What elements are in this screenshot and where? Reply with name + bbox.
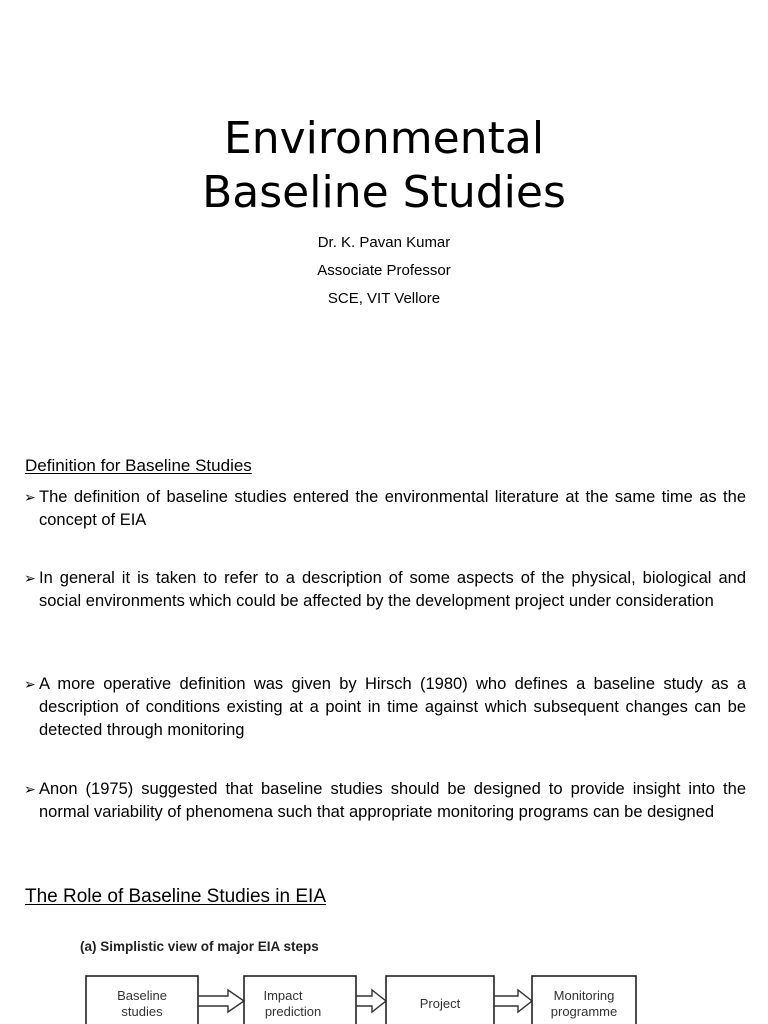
flow-box-baseline-line1: Baseline [117,988,167,1003]
title-block [0,112,768,220]
title-line-1: Environmental [223,113,545,164]
bullet-item [24,567,746,613]
flow-box-baseline-line2: studies [121,1004,163,1019]
author-affiliation: SCE, VIT Vellore [327,290,441,307]
title-line-2: Baseline Studies [202,167,566,218]
arrow-bullet-icon: ➢ [24,570,36,586]
flow-box-monitoring-line1: Monitoring [553,988,615,1003]
flow-arrow-icon [356,990,386,1012]
flow-arrow-icon [494,990,532,1012]
flow-box-monitoring-line2: programme [550,1004,618,1019]
flow-box-project-line1: Project [419,996,461,1011]
arrow-bullet-icon: ➢ [24,489,36,505]
bullet-item [24,778,746,824]
flow-box-impact-line1: Impact [263,988,303,1003]
bullet-text: Anon (1975) suggested that baseline studies should be designed to provide insight into the normal variability of phenomena such that appropriate monitoring programs can be designed [39,780,746,821]
author-name: Dr. K. Pavan Kumar [317,234,451,251]
bullet-text: In general it is taken to refer to a description of some aspects of the physical, biological and social environments which could be affected by the development project under consideration [39,569,746,610]
arrow-bullet-icon: ➢ [24,781,36,797]
bullet-text: The definition of baseline studies entered the environmental literature at the same time as the concept of EIA [39,488,746,529]
bullet-item [24,673,746,742]
role-heading: The Role of Baseline Studies in EIA [25,886,327,907]
figure-caption: (a) Simplistic view of major EIA steps [80,939,319,954]
bullet-item [24,486,746,532]
author-block [0,229,768,313]
eia-steps-flow-diagram [0,960,768,1024]
author-position: Associate Professor [317,262,451,279]
flow-box-impact-line2: prediction [264,1004,322,1019]
bullet-text: A more operative definition was given by Hirsch (1980) who defines a baseline study as a description of conditions existing at a point in time against which subsequent changes can be detected through monitoring [39,675,746,739]
flow-arrow-icon [198,990,244,1012]
definition-heading: Definition for Baseline Studies [25,456,252,475]
arrow-bullet-icon: ➢ [24,676,36,692]
